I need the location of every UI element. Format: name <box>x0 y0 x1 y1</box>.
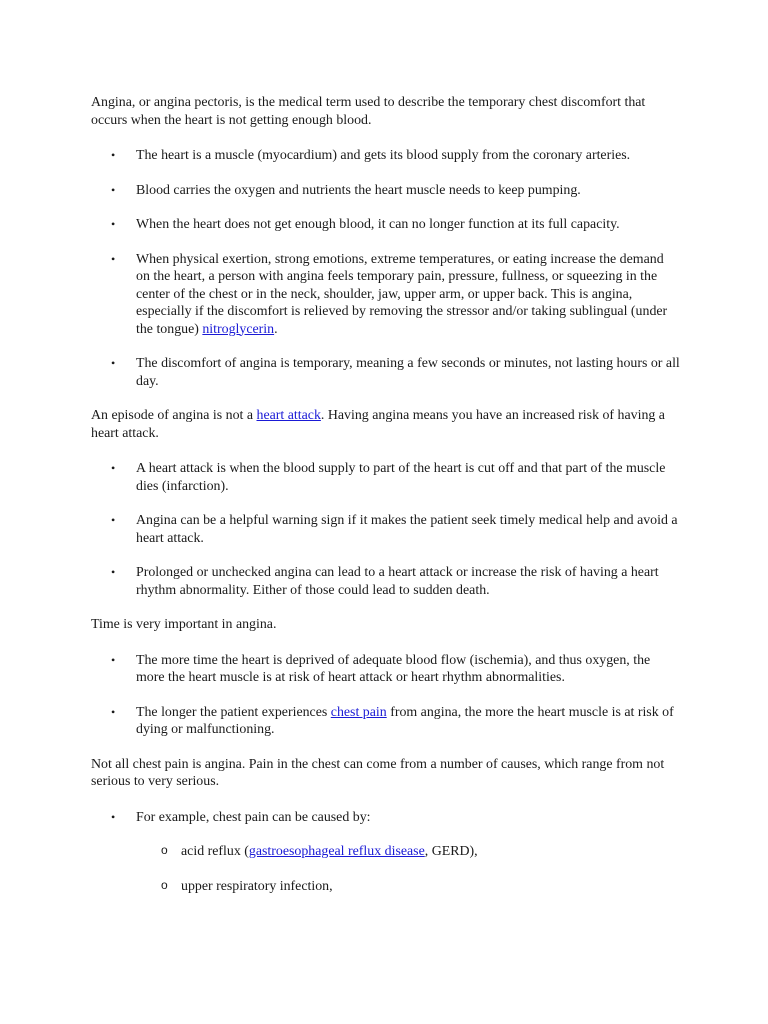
bullet-icon: • <box>111 182 116 197</box>
list-item: • Angina can be a helpful warning sign if it makes the patient seek timely medical help and avoid a heart attack. <box>111 513 678 546</box>
heart-attack-list <box>91 460 681 599</box>
list-item: • A heart attack is when the blood supply to part of the heart is cut off and that part of the muscle dies (infarction). <box>111 461 666 494</box>
sub-bullet-icon: o <box>161 843 168 857</box>
list-item: • When physical exertion, strong emotions, extreme temperatures, or eating increase the demand on the heart, a person with angina feels temporary pain, pressure, fullness, or squeezing in the center of the chest or in the neck, shoulder, jaw, upper arm, or upper back. This is angina, especially if the discomfort is relieved by removing the stressor and/or taking sublingual (under the tongue) nitroglycerin. <box>111 251 668 337</box>
sub-bullet-icon: o <box>161 877 168 892</box>
causes-list <box>136 843 681 895</box>
intro-text: Angina, or angina pectoris, is the medical term used to describe the temporary chest discomfort that occurs when the heart is not getting enough blood. <box>91 95 646 128</box>
list-item: • The more time the heart is deprived of adequate blood flow (ischemia), and thus oxygen, the more the heart muscle is at risk of heart attack or heart rhythm abnormalities. <box>111 652 651 685</box>
example-list <box>91 809 681 896</box>
list-item: • When the heart does not get enough blood, it can no longer function at its full capacity. <box>111 217 620 232</box>
bullet-icon: • <box>111 217 116 231</box>
time-list <box>91 652 681 739</box>
bullet-icon: • <box>111 461 116 475</box>
sub-list-item: o upper respiratory infection, <box>161 877 333 894</box>
chest-pain-link[interactable]: chest pain <box>330 704 387 720</box>
bullet-icon: • <box>111 251 116 266</box>
intro-paragraph <box>91 94 681 129</box>
bullet-icon: • <box>111 148 116 162</box>
bullet-icon: • <box>111 565 116 579</box>
bullet-icon: • <box>111 513 116 527</box>
list-item: • The discomfort of angina is temporary, meaning a few seconds or minutes, not lasting hours or all day. <box>111 356 680 389</box>
heart-attack-link[interactable]: heart attack <box>256 408 321 423</box>
nitroglycerin-link[interactable]: nitroglycerin <box>202 321 275 337</box>
gerd-link[interactable]: gastroesophageal reflux disease <box>248 844 425 859</box>
sub-list-item: o acid reflux (gastroesophageal reflux disease, GERD), <box>161 843 478 859</box>
list-item: • Prolonged or unchecked angina can lead to a heart attack or increase the risk of having a heart rhythm abnormality. Either of those could lead to sudden death. <box>111 565 659 598</box>
document-page <box>91 94 681 912</box>
bullet-icon: • <box>111 652 116 667</box>
list-item: • Blood carries the oxygen and nutrients the heart muscle needs to keep pumping. <box>111 182 581 198</box>
chest-pain-paragraph: Not all chest pain is angina. Pain in the chest can come from a number of causes, which range from not serious to very serious. <box>91 756 665 789</box>
bullet-icon: • <box>111 704 116 719</box>
list-item: • The heart is a muscle (myocardium) and gets its blood supply from the coronary arteries. <box>111 148 631 163</box>
heart-attack-paragraph: An episode of angina is not a heart attack. Having angina means you have an increased risk of having a heart attack. <box>91 408 665 441</box>
time-paragraph: Time is very important in angina. <box>91 617 277 632</box>
list-item: • The longer the patient experiences chest pain from angina, the more the heart muscle is at risk of dying or malfunctioning. <box>111 704 674 737</box>
intro-list <box>91 147 681 390</box>
list-item: • For example, chest pain can be caused by: o acid reflux (gastroesophageal reflux disease, GERD), o upper respiratory infection, <box>91 809 681 896</box>
bullet-icon: • <box>111 809 116 824</box>
bullet-icon: • <box>111 356 116 370</box>
